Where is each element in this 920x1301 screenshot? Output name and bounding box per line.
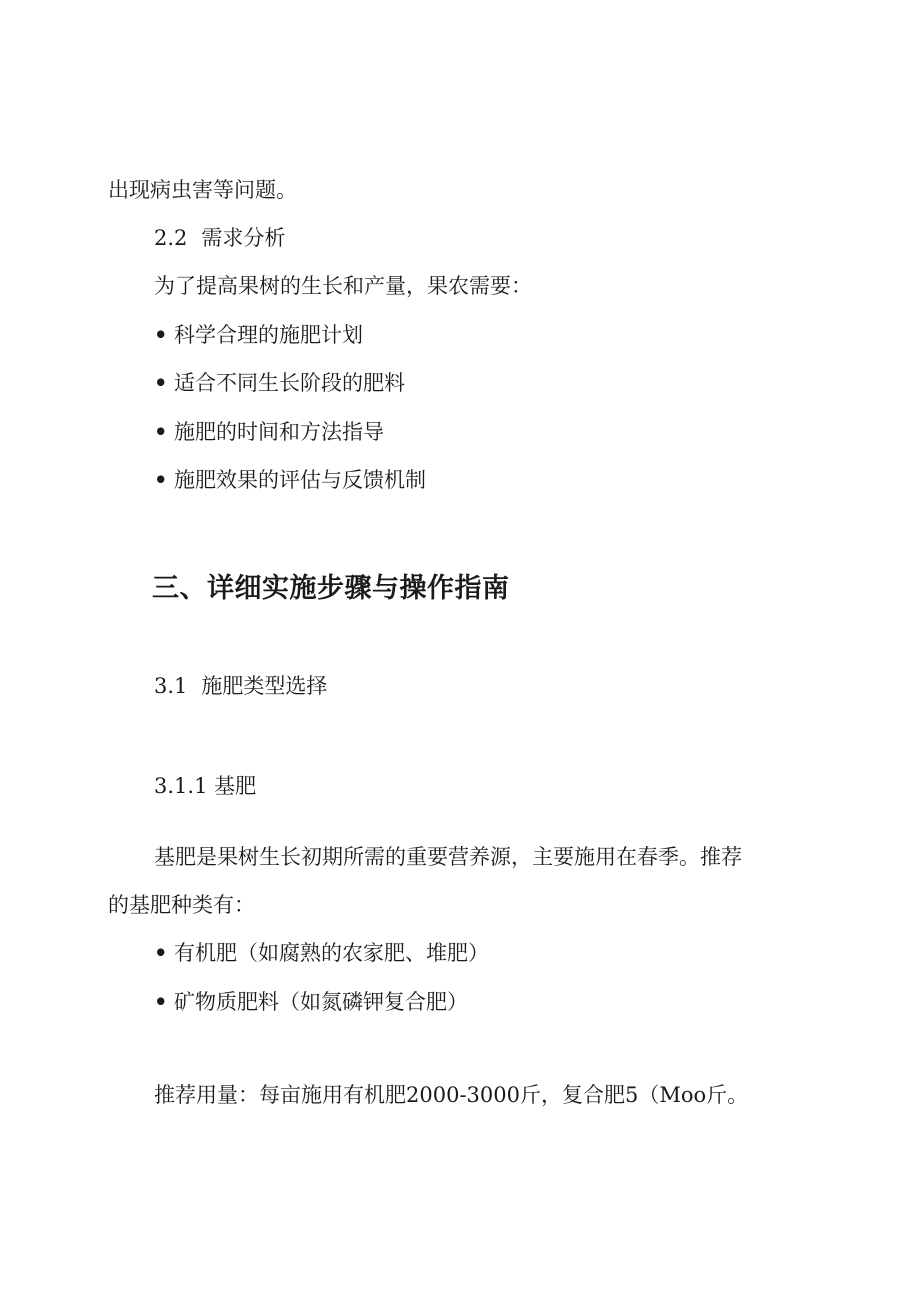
list-item-text: 施肥的时间和方法指导 — [174, 420, 384, 444]
list-item-text: 适合不同生长阶段的肥料 — [174, 371, 405, 395]
paragraph-line: 的基肥种类有： — [108, 893, 255, 917]
section-number: 3.1 — [154, 674, 188, 698]
section-heading-3-1 — [154, 672, 327, 700]
list-item-text: 科学合理的施肥计划 — [174, 323, 363, 347]
paragraph-tail: 出现病虫害等问题。 — [108, 178, 297, 202]
list-item — [154, 321, 363, 349]
bullet-icon: • — [154, 370, 168, 395]
chapter-heading: 三、详细实施步骤与操作指南 — [152, 573, 510, 604]
list-item-text: 施肥效果的评估与反馈机制 — [174, 468, 426, 492]
list-item — [154, 939, 489, 967]
bullet-icon: • — [154, 322, 168, 347]
subsection-heading-3-1-1: 3.1.1 基肥 — [154, 774, 257, 798]
section-heading-2-2 — [154, 224, 285, 252]
paragraph-lead: 为了提高果树的生长和产量，果农需要： — [154, 274, 532, 298]
section-number: 2.2 — [154, 226, 188, 250]
bullet-icon: • — [154, 467, 168, 492]
paragraph-line: 基肥是果树生长初期所需的重要营养源，主要施用在春季。推荐 — [154, 845, 742, 869]
list-item — [154, 418, 384, 446]
list-item — [154, 466, 426, 494]
list-item — [154, 369, 405, 397]
section-title: 需求分析 — [201, 226, 286, 250]
bullet-icon: • — [154, 419, 168, 444]
list-item-text: 有机肥（如腐熟的农家肥、堆肥） — [174, 941, 489, 965]
dosage-paragraph: 推荐用量：每亩施用有机肥2000-3000斤，复合肥5（Moo斤。 — [154, 1083, 749, 1107]
bullet-icon: • — [154, 989, 168, 1014]
bullet-icon: • — [154, 940, 168, 965]
list-item-text: 矿物质肥料（如氮磷钾复合肥） — [174, 990, 468, 1014]
section-title: 施肥类型选择 — [201, 674, 328, 698]
list-item — [154, 988, 468, 1016]
